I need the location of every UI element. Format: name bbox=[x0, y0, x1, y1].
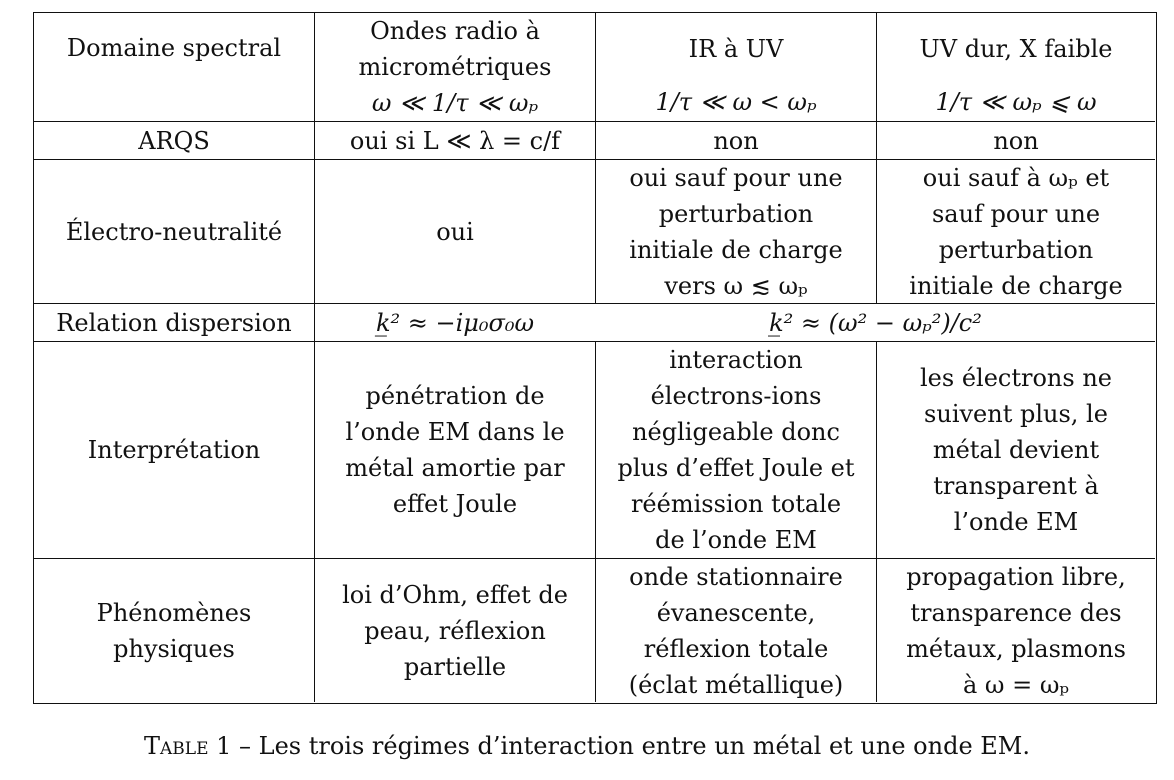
cell-line: peau, réflexion bbox=[364, 616, 546, 645]
cell-line: pénétration de bbox=[365, 382, 545, 410]
cell-line: les électrons ne bbox=[920, 364, 1112, 392]
header-uv-dur-inequality bbox=[877, 83, 1155, 121]
header-col2-inequality: 1/τ ≪ ω < ωₚ bbox=[655, 88, 817, 116]
header-ir-uv bbox=[596, 29, 876, 69]
cell-line: initiale de charge bbox=[629, 235, 843, 264]
cell-line: oui sauf pour une bbox=[629, 163, 843, 192]
row-label-line: Phénomènes bbox=[96, 598, 252, 627]
cell-line: métal devient bbox=[932, 436, 1100, 464]
row-phenomenes-label bbox=[34, 559, 314, 702]
table-caption bbox=[0, 732, 1174, 760]
cell-text: oui bbox=[436, 217, 474, 246]
cell-line: métal amortie par bbox=[345, 454, 565, 482]
row-interpretation-c3 bbox=[877, 342, 1155, 558]
dispersion-formula-plasma: k̲² ≈ (ω² − ωₚ²)/c² bbox=[769, 308, 982, 337]
row-interpretation-c2 bbox=[596, 342, 876, 558]
cell-line: évanescente, bbox=[656, 598, 816, 627]
cell-line: perturbation bbox=[658, 199, 814, 228]
row-arqs-label bbox=[34, 122, 314, 159]
caption-prefix: Table 1 bbox=[144, 732, 232, 760]
cell-line: à ω = ωₚ bbox=[962, 670, 1070, 699]
cell-text: non bbox=[713, 126, 759, 155]
header-col0-line: Domaine spectral bbox=[66, 34, 282, 62]
row-electro-c1 bbox=[315, 160, 595, 303]
caption-text: – Les trois régimes d’interaction entre un métal et une onde EM. bbox=[231, 732, 1030, 760]
cell-line: réflexion totale bbox=[643, 634, 829, 663]
cell-line: perturbation bbox=[938, 235, 1094, 264]
row-arqs-c3 bbox=[877, 122, 1155, 159]
header-col0-lines bbox=[38, 30, 310, 66]
cell-line: l’onde EM dans le bbox=[345, 418, 565, 446]
cell-line: suivent plus, le bbox=[924, 400, 1108, 428]
header-col3-title: UV dur, X faible bbox=[919, 35, 1113, 63]
cell-line: onde stationnaire bbox=[629, 562, 843, 591]
row-dispersion-c1 bbox=[315, 304, 595, 341]
cell-line: oui sauf à ωₚ et bbox=[922, 163, 1110, 192]
row-electro-label bbox=[34, 160, 314, 303]
cell-line: réémission totale bbox=[630, 490, 842, 518]
row-arqs-c1 bbox=[315, 122, 595, 159]
row-label-text: Relation dispersion bbox=[56, 308, 292, 337]
header-ondes-radio bbox=[315, 13, 595, 121]
cell-line: (éclat métallique) bbox=[628, 670, 844, 699]
cell-line: de l’onde EM bbox=[655, 526, 817, 554]
header-ir-uv-inequality bbox=[596, 83, 876, 121]
cell-line: négligeable donc bbox=[632, 418, 840, 446]
header-uv-dur bbox=[877, 29, 1155, 69]
cell-line: propagation libre, bbox=[906, 562, 1126, 591]
cell-line: électrons-ions bbox=[650, 382, 822, 410]
cell-line: effet Joule bbox=[392, 490, 518, 518]
row-label-text: ARQS bbox=[138, 126, 210, 155]
cell-text: non bbox=[993, 126, 1039, 155]
row-electro-c3 bbox=[877, 160, 1155, 303]
row-dispersion-label bbox=[34, 304, 314, 341]
cell-line: partielle bbox=[403, 652, 507, 681]
row-interpretation-c1 bbox=[315, 342, 595, 558]
cell-line: vers ω ≲ ωₚ bbox=[664, 271, 808, 300]
header-col1-line: micrométriques bbox=[358, 53, 552, 81]
cell-line: transparence des bbox=[910, 598, 1122, 627]
header-domaine-spectral bbox=[34, 13, 314, 83]
cell-text: oui si L ≪ λ = c/f bbox=[349, 126, 561, 155]
row-label-line: physiques bbox=[113, 634, 235, 663]
row-interpretation-label bbox=[34, 342, 314, 558]
cell-line: interaction bbox=[669, 346, 803, 374]
cell-line: loi d’Ohm, effet de bbox=[342, 580, 568, 609]
row-arqs-c2 bbox=[596, 122, 876, 159]
cell-line: initiale de charge bbox=[909, 271, 1123, 300]
header-col2-title: IR à UV bbox=[688, 35, 784, 63]
row-phenomenes-c3 bbox=[877, 559, 1155, 702]
row-phenomenes-c2 bbox=[596, 559, 876, 702]
row-electro-c2 bbox=[596, 160, 876, 303]
header-col1-inequality: ω ≪ 1/τ ≪ ωₚ bbox=[371, 89, 539, 117]
header-col3-inequality: 1/τ ≪ ωₚ ⩽ ω bbox=[935, 88, 1097, 116]
regimes-table bbox=[33, 12, 1157, 704]
row-dispersion-c23 bbox=[596, 304, 1155, 341]
cell-line: l’onde EM bbox=[953, 508, 1079, 536]
row-label-text: Interprétation bbox=[87, 436, 261, 464]
cell-line: transparent à bbox=[933, 472, 1099, 500]
cell-line: plus d’effet Joule et bbox=[617, 454, 855, 482]
dispersion-formula-conductor: k̲² ≈ −iμ₀σ₀ω bbox=[375, 308, 535, 337]
cell-line: sauf pour une bbox=[931, 199, 1101, 228]
cell-line: métaux, plasmons bbox=[906, 634, 1126, 663]
header-col1-line: Ondes radio à bbox=[370, 17, 540, 45]
row-label-text: Électro-neutralité bbox=[65, 217, 283, 246]
row-phenomenes-c1 bbox=[315, 559, 595, 702]
